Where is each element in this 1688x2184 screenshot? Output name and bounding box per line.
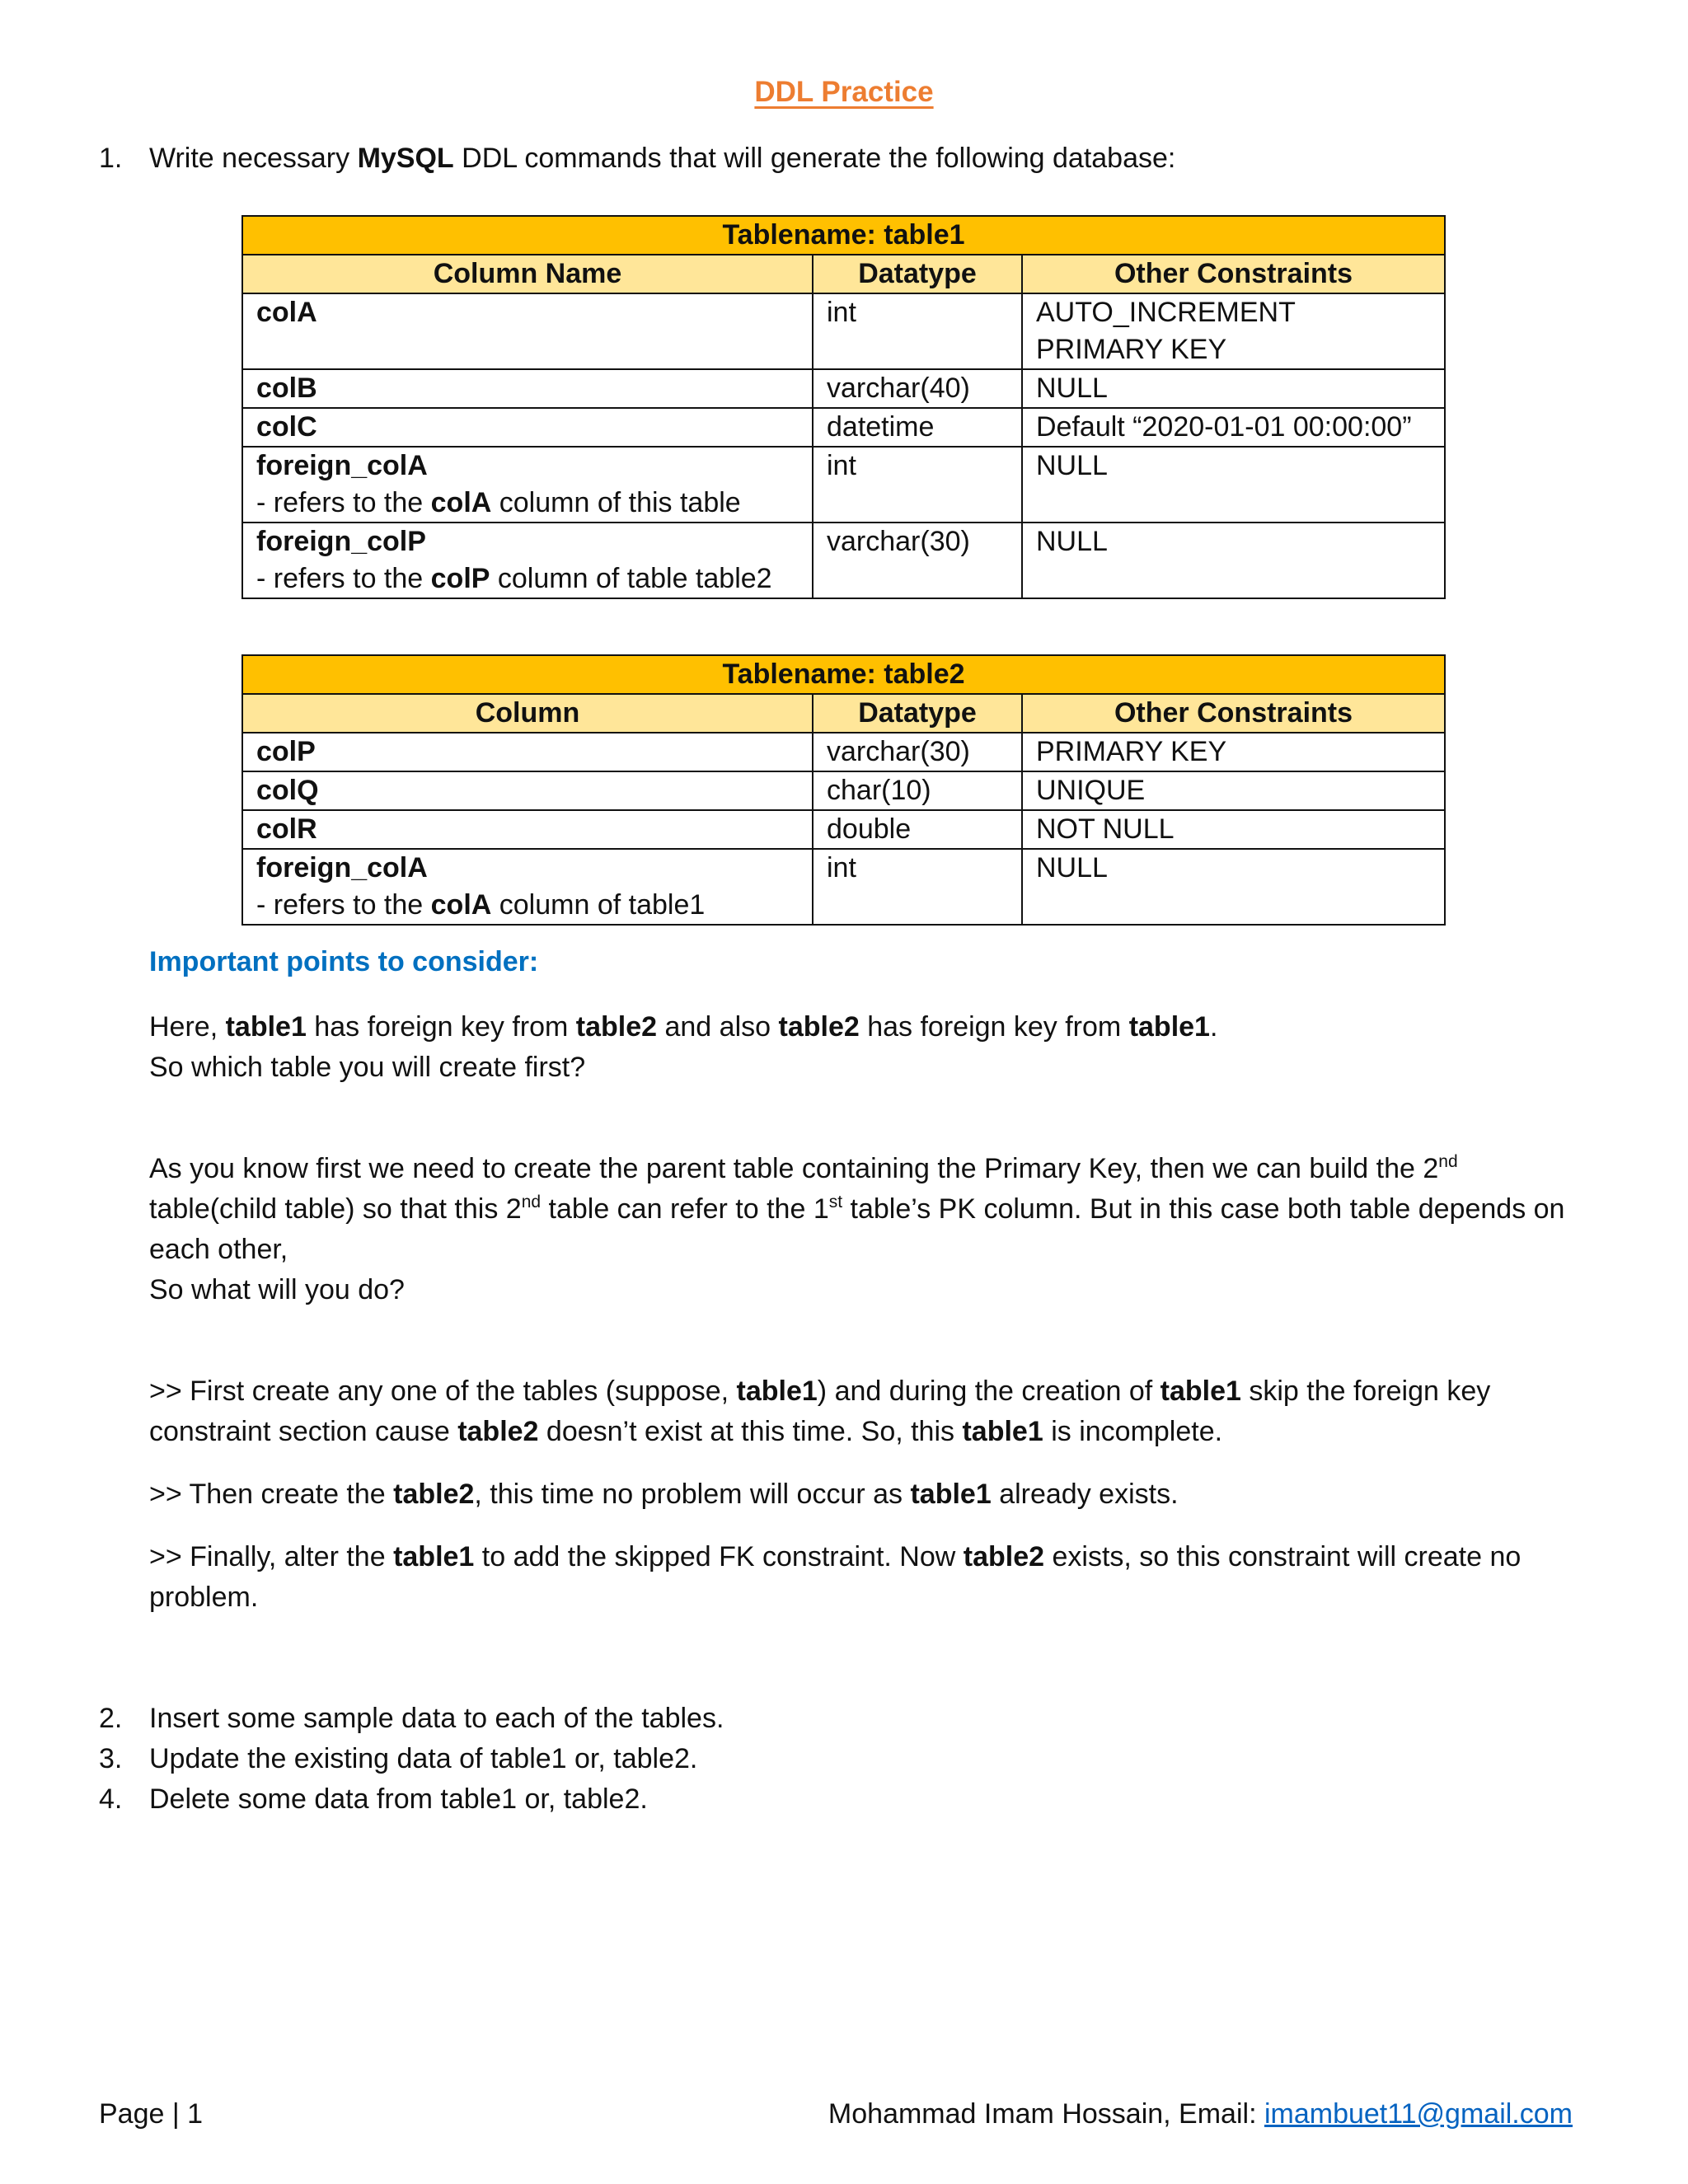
datatype-cell: varchar(40) bbox=[813, 369, 1022, 408]
task-text: Delete some data from table1 or, table2. bbox=[149, 1783, 648, 1815]
constraint-value: AUTO_INCREMENT bbox=[1036, 297, 1296, 328]
constraint-value: Default “2020-01-01 00:00:00” bbox=[1022, 408, 1445, 447]
constraint-value: NULL bbox=[1022, 849, 1445, 925]
column-note: - refers to the colA column of table1 bbox=[256, 889, 706, 921]
table2-header-datatype: Datatype bbox=[813, 694, 1022, 733]
table1-header-constraints: Other Constraints bbox=[1022, 255, 1445, 293]
column-note: - refers to the colP column of table table2 bbox=[256, 563, 772, 594]
column-name: colR bbox=[256, 813, 317, 845]
table-row bbox=[242, 408, 1445, 447]
step-3-line: problem. bbox=[149, 1582, 259, 1613]
constraint-value: NULL bbox=[1022, 447, 1445, 523]
table1-name: Tablename: table1 bbox=[242, 216, 1445, 255]
table2-spec bbox=[241, 654, 1446, 926]
datatype-cell: char(10) bbox=[813, 771, 1022, 810]
table1-header-column: Column Name bbox=[242, 255, 813, 293]
table1-header-datatype: Datatype bbox=[813, 255, 1022, 293]
paragraph-line: As you know first we need to create the parent table containing the Primary Key, then we can build the 2nd bbox=[149, 1152, 1458, 1184]
datatype-cell: varchar(30) bbox=[813, 523, 1022, 598]
constraint-value: NULL bbox=[1022, 523, 1445, 598]
table-row bbox=[242, 523, 1445, 598]
paragraph-line: So what will you do? bbox=[149, 1274, 405, 1305]
email-link[interactable]: imambuet11@gmail.com bbox=[1264, 2098, 1573, 2130]
table-row bbox=[242, 849, 1445, 925]
table2-name: Tablename: table2 bbox=[242, 655, 1445, 694]
step-2-line: >> Then create the table2, this time no problem will occur as table1 already exists. bbox=[149, 1479, 1179, 1510]
task-text: Insert some sample data to each of the tables. bbox=[149, 1703, 724, 1734]
column-note: - refers to the colA column of this table bbox=[256, 487, 741, 518]
task-text: Update the existing data of table1 or, table2. bbox=[149, 1743, 698, 1774]
constraint-value: PRIMARY KEY bbox=[1036, 334, 1227, 365]
table-row bbox=[242, 810, 1445, 849]
question-1-text: Write necessary MySQL DDL commands that will generate the following database: bbox=[149, 143, 1176, 174]
table-row bbox=[242, 733, 1445, 771]
constraint-value: PRIMARY KEY bbox=[1022, 733, 1445, 771]
datatype-cell: int bbox=[813, 849, 1022, 925]
footer-author: Mohammad Imam Hossain, Email: imambuet11@gmail.com bbox=[828, 2098, 1573, 2130]
list-number: 3. bbox=[99, 1743, 123, 1774]
step-1-line: constraint section cause table2 doesn’t exist at this time. So, this table1 is incomplete. bbox=[149, 1416, 1223, 1447]
datatype-cell: varchar(30) bbox=[813, 733, 1022, 771]
datatype-cell: datetime bbox=[813, 408, 1022, 447]
step-1-line: >> First create any one of the tables (suppose, table1) and during the creation of table1 skip the foreign key bbox=[149, 1376, 1491, 1407]
list-number: 1. bbox=[99, 143, 123, 174]
datatype-cell: int bbox=[813, 293, 1022, 369]
constraint-value: NULL bbox=[1022, 369, 1445, 408]
table2-header-column: Column bbox=[242, 694, 813, 733]
datatype-cell: double bbox=[813, 810, 1022, 849]
important-heading: Important points to consider: bbox=[149, 946, 539, 977]
column-name: colB bbox=[256, 373, 317, 404]
column-name: foreign_colA bbox=[256, 852, 428, 883]
table-row bbox=[242, 293, 1445, 369]
datatype-cell: int bbox=[813, 447, 1022, 523]
column-name: colA bbox=[256, 297, 317, 328]
constraint-value: UNIQUE bbox=[1022, 771, 1445, 810]
step-3-line: >> Finally, alter the table1 to add the skipped FK constraint. Now table2 exists, so this constraint will create no bbox=[149, 1541, 1522, 1572]
list-number: 2. bbox=[99, 1703, 123, 1734]
paragraph-line: each other, bbox=[149, 1234, 288, 1265]
column-name: foreign_colP bbox=[256, 526, 426, 557]
paragraph-line: So which table you will create first? bbox=[149, 1052, 586, 1083]
column-name: foreign_colA bbox=[256, 450, 428, 481]
page-title: DDL Practice bbox=[754, 76, 934, 108]
table-row bbox=[242, 771, 1445, 810]
paragraph-line: table(child table) so that this 2nd table can refer to the 1st table’s PK column. But in this case both table depends on bbox=[149, 1193, 1565, 1225]
column-name: colQ bbox=[256, 775, 319, 806]
page-number: Page | 1 bbox=[99, 2098, 204, 2130]
table2-header-constraints: Other Constraints bbox=[1022, 694, 1445, 733]
column-name: colP bbox=[256, 736, 316, 767]
table-row bbox=[242, 369, 1445, 408]
list-number: 4. bbox=[99, 1783, 123, 1815]
table1-spec bbox=[241, 215, 1446, 599]
column-name: colC bbox=[256, 411, 317, 443]
table-row bbox=[242, 447, 1445, 523]
constraint-value: NOT NULL bbox=[1022, 810, 1445, 849]
paragraph-line: Here, table1 has foreign key from table2 and also table2 has foreign key from table1. bbox=[149, 1011, 1218, 1043]
